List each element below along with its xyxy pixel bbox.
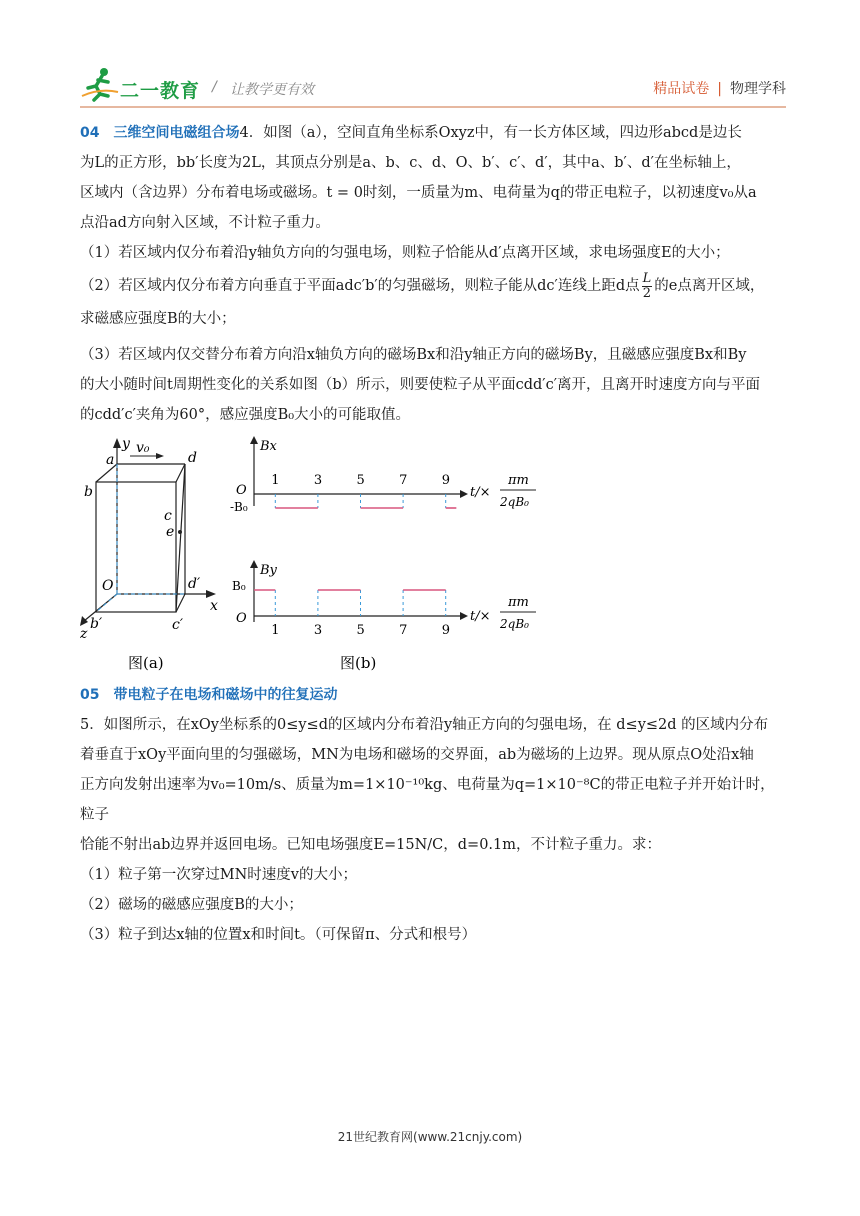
top-t-label: t/× — [470, 485, 491, 500]
problem-5-q2: （2）磁场的磁感应强度B的大小； — [80, 897, 303, 913]
figure-b-field-graphs — [230, 436, 550, 672]
problem-5-q3: （3）粒子到达x轴的位置x和时间t。（可保留π、分式和根号） — [80, 927, 477, 943]
figure-a-cuboid-diagram — [80, 436, 240, 672]
header-slash: / — [212, 79, 217, 95]
label-d-prime: d′ — [188, 576, 201, 592]
fraction-numerator: L — [642, 270, 652, 286]
tick-label: 1 — [271, 473, 280, 488]
problem-4-q1: （1）若区域内仅分布着沿y轴负方向的匀强电场，则粒子恰能从d′点离开区域，求电场强度E的大小； — [80, 245, 730, 261]
header-subject: 物理学科 — [730, 81, 786, 97]
section-5-title: 带电粒子在电场和磁场中的往复运动 — [113, 687, 338, 703]
label-b-prime: b′ — [90, 616, 103, 632]
tick-label: 7 — [399, 623, 408, 638]
header-right — [653, 78, 786, 98]
fraction — [642, 272, 653, 301]
section-5-number: 05 — [80, 687, 100, 703]
fraction-denominator: 2 — [642, 285, 652, 301]
bottom-dashed-guides — [275, 590, 445, 616]
section-5-heading — [80, 680, 786, 710]
header-separator: | — [717, 81, 722, 97]
top-tick-labels — [271, 473, 450, 488]
label-v0: v₀ — [136, 440, 150, 456]
problem-5-line: 正方向发射出速率为v₀=10m/s、质量为m=1×10⁻¹⁰kg、电荷量为q=1×10⁻⁸C的带正电粒子并开始计时，粒子 — [80, 777, 775, 823]
label-x: x — [210, 598, 218, 614]
figure-a-caption: 图(a) — [128, 654, 164, 672]
section-4-number: 04 — [80, 125, 100, 141]
runner-logo-icon — [80, 66, 120, 102]
problem-5-line: 着垂直于xOy平面向里的匀强磁场，MN为电场和磁场的交界面，ab为磁场的上边界。现从原点O处沿x轴 — [80, 747, 754, 763]
problem-4-q2-part-a: （2）若区域内仅分布着方向垂直于平面adc′b′的匀强磁场，则粒子能从dc′连线上距d点 — [80, 278, 640, 294]
tick-label: 9 — [441, 623, 450, 638]
label-O: O — [102, 578, 114, 594]
tick-label: 7 — [399, 473, 408, 488]
problem-4-line: 点沿ad方向射入区域，不计粒子重力。 — [80, 215, 330, 231]
section-4-first-line — [80, 118, 786, 148]
top-dashed-guides — [275, 494, 445, 508]
tick-label: 1 — [271, 623, 280, 638]
top-neg-label: -B₀ — [230, 500, 248, 514]
bottom-pos-label: B₀ — [232, 579, 246, 593]
figures-row — [80, 436, 786, 676]
bottom-unit-den: 2qB₀ — [500, 617, 529, 631]
bottom-unit-num: πm — [508, 595, 529, 610]
problem-4-line: 为L的正方形，bb′长度为2L，其顶点分别是a、b、c、d、O、b′、c′、d′，其中a、b′、d′在坐标轴上， — [80, 155, 741, 171]
figure-b-caption: 图(b) — [340, 654, 377, 672]
problem-4-line: 4．如图（a），空间直角坐标系Oxyz中，有一长方体区域，四边形abcd是边长 — [239, 125, 742, 141]
problem-5-line: 恰能不射出ab边界并返回电场。已知电场强度E=15N/C，d=0.1m，不计粒子重力。求： — [80, 837, 662, 853]
top-origin-label: O — [236, 483, 247, 498]
tick-label: 5 — [356, 473, 365, 488]
problem-4-line: 区域内（含边界）分布着电场或磁场。t = 0时刻，一质量为m、电荷量为q的带正电粒子，以初速度v₀从a — [80, 185, 757, 201]
label-a: a — [106, 452, 115, 468]
problem-5-q1: （1）粒子第一次穿过MN时速度v的大小； — [80, 867, 357, 883]
label-e: e — [166, 524, 175, 540]
problem-4-q3-line: 的cdd′c′夹角为60°，感应强度B₀大小的可能取值。 — [80, 407, 411, 423]
header-label: 精品试卷 — [653, 81, 710, 97]
tick-label: 5 — [356, 623, 365, 638]
problem-4-q2-cont: 求磁感应强度B的大小； — [80, 311, 236, 327]
brand-slogan: 让教学更有效 — [230, 82, 314, 98]
problem-4-q3-line: 的大小随时间t周期性变化的关系如图（b）所示，则要使粒子从平面cdd′c′离开，且离开时速度方向与平面 — [80, 377, 760, 393]
bottom-tick-labels — [271, 623, 450, 638]
tick-label: 3 — [313, 623, 323, 638]
page-header — [80, 66, 786, 106]
brand-name: 二一教育 — [120, 80, 201, 102]
page-footer: 21世纪教育网(www.21cnjy.com) — [337, 1130, 523, 1144]
label-b: b — [84, 484, 93, 500]
section-4-title: 三维空间电磁组合场 — [113, 125, 240, 141]
section-4-heading — [80, 125, 239, 141]
problem-4-q2-part-b: 的e点离开区域， — [654, 278, 765, 294]
label-c-prime: c′ — [172, 617, 184, 633]
top-unit-den: 2qB₀ — [500, 495, 529, 509]
label-y: y — [122, 436, 130, 452]
problem-4-q2 — [80, 268, 786, 304]
tick-label: 9 — [441, 473, 450, 488]
tick-label: 3 — [313, 473, 323, 488]
label-z: z — [80, 626, 88, 642]
problem-5-line: 5．如图所示，在xOy坐标系的0≤y≤d的区域内分布着沿y轴正方向的匀强电场，在 d≤y≤2d 的区域内分布 — [80, 717, 769, 733]
top-axis-label: Bx — [260, 439, 277, 454]
bottom-axis-label: By — [260, 563, 277, 578]
header-divider — [80, 106, 786, 108]
top-unit-num: πm — [508, 473, 529, 488]
bottom-origin-label: O — [236, 611, 247, 626]
problem-4-q3-line: （3）若区域内仅交替分布着方向沿x轴负方向的磁场Bx和沿y轴正方向的磁场By，且磁感应强度Bx和By — [80, 347, 747, 363]
bottom-t-label: t/× — [470, 609, 491, 624]
document-body — [80, 118, 786, 950]
label-c: c — [164, 508, 172, 524]
label-d: d — [188, 450, 197, 466]
